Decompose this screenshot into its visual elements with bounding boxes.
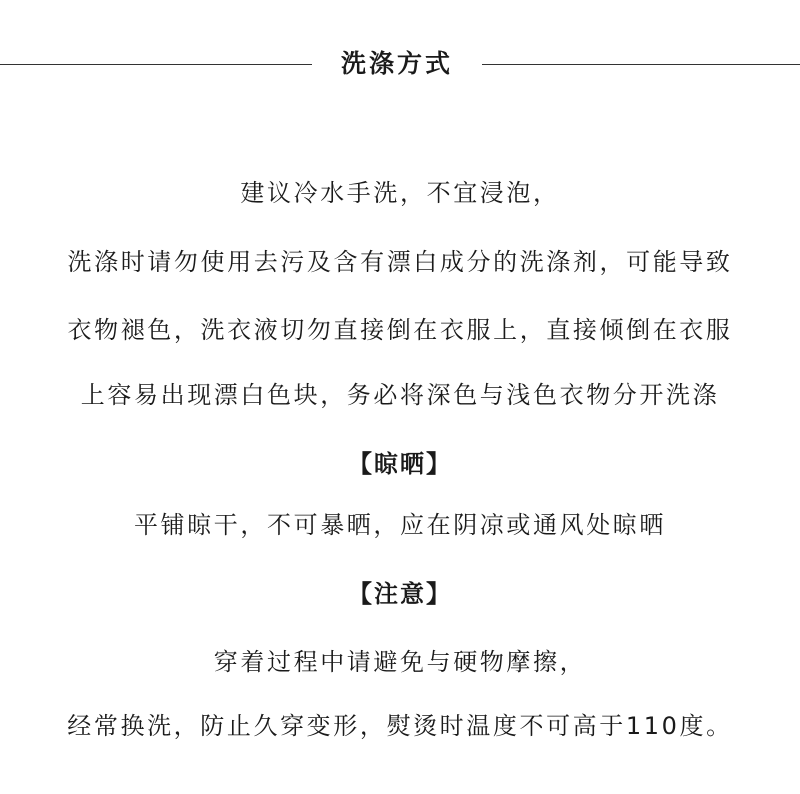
washing-instruction-line-2: 洗涤时请勿使用去污及含有漂白成分的洗涤剂，可能导致 bbox=[67, 248, 733, 276]
washing-instruction-line-3: 衣物褪色，洗衣液切勿直接倒在衣服上，直接倾倒在衣服 bbox=[67, 316, 733, 344]
notice-heading: 【注意】 bbox=[348, 580, 452, 608]
drying-heading: 【晾晒】 bbox=[348, 450, 452, 478]
page-title: 洗涤方式 bbox=[340, 49, 453, 78]
washing-instruction-line-1: 建议冷水手洗，不宜浸泡， bbox=[240, 179, 560, 207]
header-divider-left bbox=[0, 64, 312, 65]
header-divider-right bbox=[482, 64, 800, 65]
washing-instruction-line-4: 上容易出现漂白色块，务必将深色与浅色衣物分开洗涤 bbox=[80, 381, 720, 409]
section-header bbox=[0, 44, 800, 84]
drying-instruction: 平铺晾干，不可暴晒，应在阴凉或通风处晾晒 bbox=[134, 511, 666, 539]
notice-line-1: 穿着过程中请避免与硬物摩擦， bbox=[213, 648, 587, 676]
notice-line-2: 经常换洗，防止久穿变形，熨烫时温度不可高于110度。 bbox=[67, 712, 733, 740]
